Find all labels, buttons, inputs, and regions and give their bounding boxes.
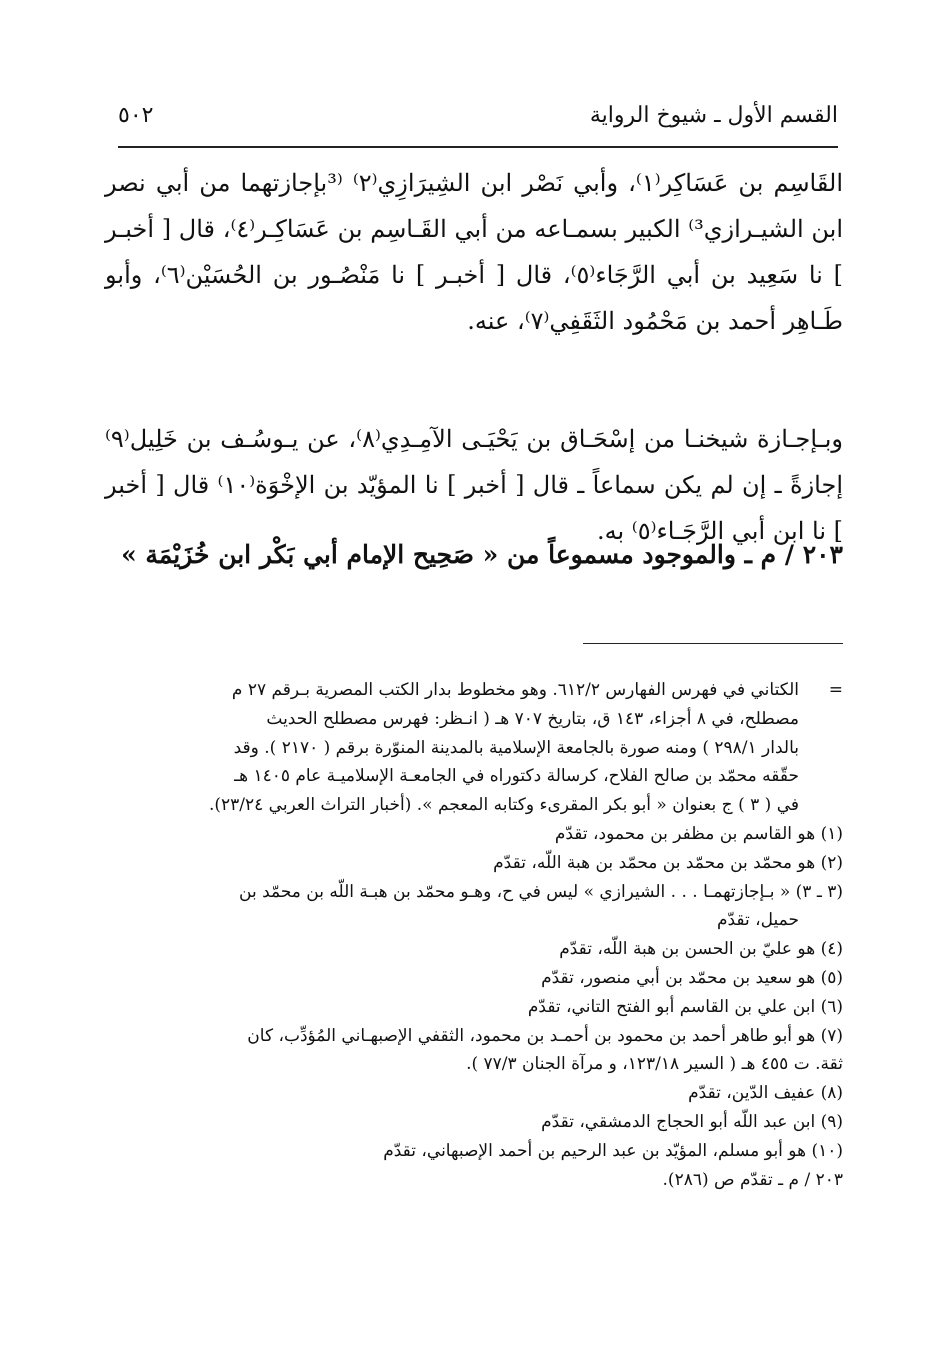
continuation-line: بالدار ٢٩٨/١ ) ومنه صورة بالجامعة الإسلامية بالمدينة المنوّرة برقم ( ٢١٧٠ ). وقد [233,737,799,758]
header-divider [118,146,838,148]
continuation-marker: = [828,680,843,700]
entry-heading [105,532,843,578]
page-number: ٥٠٢ [118,103,154,128]
continuation-line: مصطلح، في ٨ أجزاء، ١٤٣ ق، بتاريخ ٧٠٧ هـ ( انـظر: فهرس مصطلح الحديث [266,708,799,729]
continuation-line: في ( ٣ ) ج بعنوان « أبو بكر المقرىء وكتابه المعجم ». (أخبار التراث العربي ٢٣/٢٤). [208,795,799,816]
footnotes-section [105,676,843,1194]
main-text-paragraph-1 [105,160,843,344]
continuation-line: حقّقه محمّد بن صالح الفلاح، كرسالة دكتوراه في الجامعـة الإسلاميـة عام ١٤٠٥ هـ [234,766,799,787]
footnote-9: (٩) ابن عبد اللّه أبو الحجاج الدمشقي، تقدّم [541,1111,843,1132]
footnote-5: (٥) هو سعيد بن محمّد بن أبي منصور، تقدّم [541,967,843,988]
continuation-text [105,676,799,820]
footnote-3: (٣ ـ ٣) « بـإجازتهمـا . . . الشيرازي » ليس في ح، وهـو محمّد بن هبـة اللّه بن محمّد بن [239,881,843,902]
continuation-line: الكتاني في فهرس الفهارس ٦١٢/٢. وهو مخطوط بدار الكتب المصرية بـرقم ٢٧ م [231,680,799,700]
paragraph-1: القَاسِم بن عَسَاكِر⁽١⁾، وأبي نَصْر ابن الشِيرَازِي⁽٢⁾ ⁽³بإجازتهما من أبي نصر ابن الشيـرازي³⁾ الكبير بسمـاعه من أبي القَـاسِم بن عَسَاكِـر⁽٤⁾، قال [ أخبـر ] نا سَعِيد بن أبي الرَّجَاء⁽٥⁾، قال [ أخبـر ] نا مَنْصُـور بن الحُسَيْن⁽٦⁾، وأبو طَـاهِر أحمد بن مَحْمُود الثَقَفِي⁽٧⁾، عنه. [105,169,843,335]
footnote-continuation [105,676,843,820]
footnote-7: (٧) هو أبو طاهر أحمد بن محمود بن أحمـد بن محمود، الثقفي الإصبهـاني المُؤدِّب، كان [247,1025,843,1046]
footnote-6: (٦) ابن علي بن القاسم أبو الفتح التاني، تقدّم [527,996,843,1017]
page-header [118,103,838,143]
footnote-8: (٨) عفيف الدّين، تقدّم [688,1083,843,1104]
footnote-7-continued: ثقة. ت ٤٥٥ هـ ( السير ١٢٣/١٨، و مرآة الجنان ٧٧/٣ ). [466,1054,843,1075]
footnote-4: (٤) هو عليّ بن الحسن بن هبة اللّه، تقدّم [559,939,843,960]
footnote-10: (١٠) هو أبو مسلم، المؤيّد بن عبد الرحيم بن أحمد الإصبهاني، تقدّم [383,1140,843,1161]
paragraph-2: وبـإجـازة شيخنـا من إسْحَـاق بن يَحْيَـى الآمِـدِي⁽٨⁾، عن يـوسُـف بن خَلِيل⁽٩⁾ إجازةً ـ إن لم يكن سماعاً ـ قال [ أخبر ] نا المؤيّد بن الإخْوَة⁽١٠⁾ قال [ أخبر ] نا ابن أبي الرَّجَـاء⁽٥⁾ به. [105,425,844,545]
footnote-divider [583,643,843,644]
footnote-1: (١) هو القاسم بن مظفر بن محمود، تقدّم [554,823,843,844]
entry-number: ٢٠٣ / م ـ [744,540,843,569]
footnote-entry-203: ٢٠٣ / م ـ تقدّم ص (٢٨٦). [662,1169,843,1190]
footnote-2: (٢) هو محمّد بن محمّد بن محمّد بن هبة اللّه، تقدّم [493,852,843,873]
entry-text: والموجود مسموعاً من « صَحِيح الإمام أبي بَكْر ابن خُزَيْمَة » [121,540,736,569]
running-header-title: القسم الأول ـ شيوخ الرواية [589,103,838,128]
footnote-3-continued: حميل، تقدّم [716,910,799,931]
